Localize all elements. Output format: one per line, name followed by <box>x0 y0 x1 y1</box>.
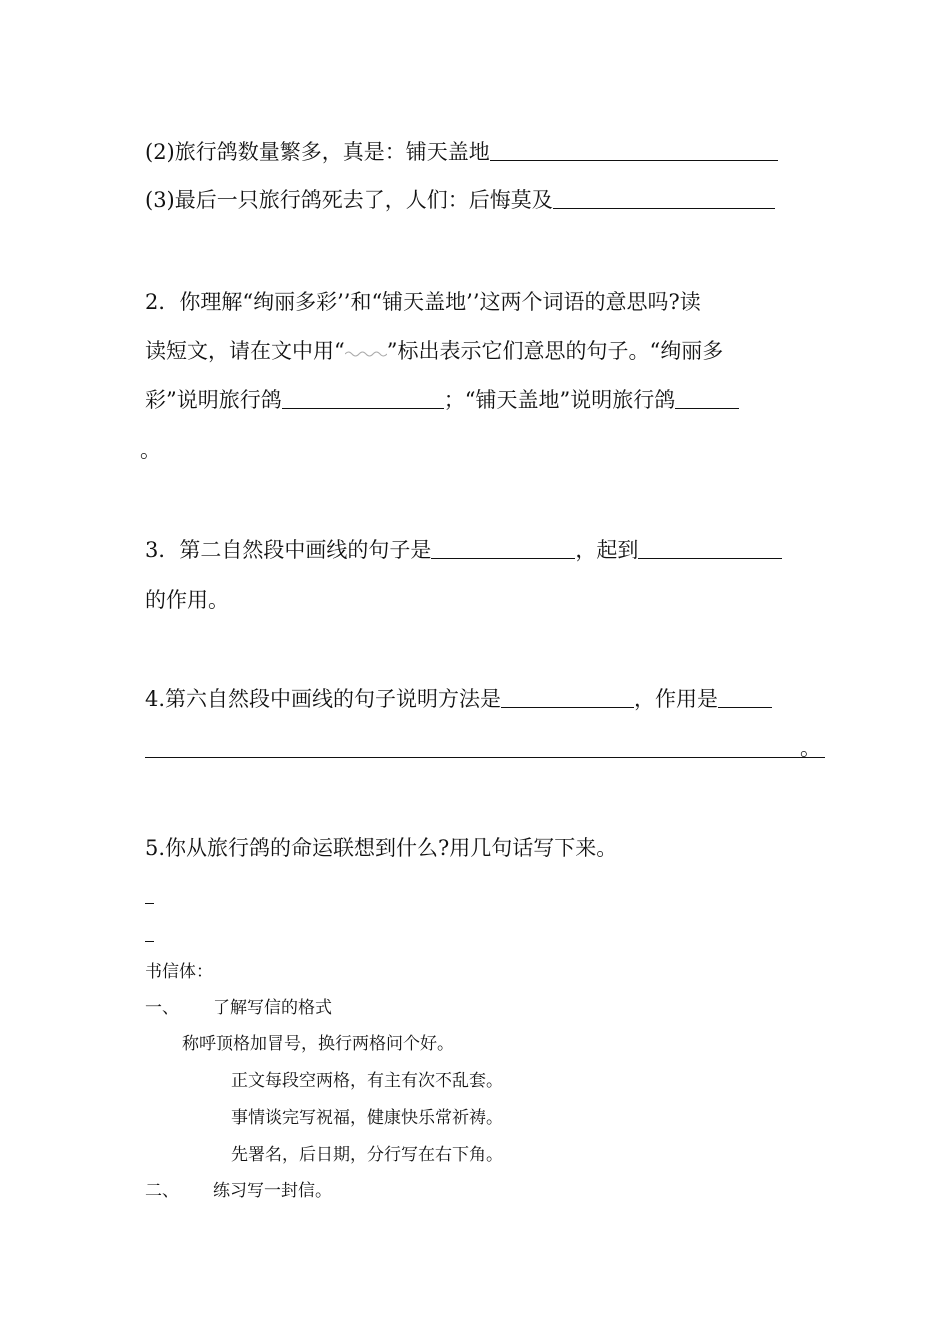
q2-line-3-start: 彩”说明旅行鸽 <box>145 388 282 412</box>
q2-line-2-end: ”标出表示它们意思的句子。“绚丽多 <box>386 339 724 363</box>
q2-line-3-middle: ；“铺天盖地”说明旅行鸽 <box>443 388 676 412</box>
q2-line-1: 2．你理解“绚丽多彩’’和“铺天盖地’’这两个词语的意思吗?读 <box>145 290 701 314</box>
letter-section-2-number: 二、 <box>145 1181 179 1201</box>
q3-line-1-middle: ，起到 <box>575 538 639 562</box>
letter-heading: 书信体： <box>145 962 213 982</box>
letter-section-1-number: 一、 <box>145 998 179 1018</box>
letter-rule-2: 正文每段空两格，有主有次不乱套。 <box>231 1071 503 1091</box>
q1-item-3-answer-blank[interactable] <box>553 207 775 209</box>
q4-line-1-start: 4.第六自然段中画线的句子说明方法是 <box>145 687 502 711</box>
q4-answer-line[interactable] <box>145 757 825 758</box>
q1-item-3 <box>145 190 775 211</box>
letter-section-1-title: 了解写信的格式 <box>213 998 332 1018</box>
letter-section-2-title: 练习写一封信。 <box>213 1181 332 1201</box>
q2-line-2-start: 读短文，请在文中用“ <box>145 339 345 363</box>
q2-blank-2[interactable] <box>675 407 739 409</box>
q4-line-1-middle: ，作用是 <box>634 687 719 711</box>
q4-blank-2[interactable] <box>718 706 772 708</box>
q1-item-2-answer-blank[interactable] <box>490 159 778 161</box>
q3-blank-2[interactable] <box>638 557 782 559</box>
q2-line-4: 。 <box>140 438 161 462</box>
q3-line-1-start: 3．第二自然段中画线的句子是 <box>145 538 432 562</box>
q4-line-2-end: 。 <box>800 736 821 760</box>
q5-line-1: 5.你从旅行鸽的命运联想到什么?用几句话写下来。 <box>145 836 618 860</box>
q3-line-2: 的作用。 <box>145 588 229 612</box>
wavy-underline-mark <box>345 350 387 358</box>
q1-item-2-text: (2)旅行鸽数量繁多，真是：铺天盖地 <box>145 140 490 164</box>
letter-rule-1: 称呼顶格加冒号，换行两格问个好。 <box>182 1034 454 1054</box>
letter-rule-3: 事情谈完写祝福，健康快乐常祈祷。 <box>231 1108 503 1128</box>
q2-line-3 <box>145 390 739 411</box>
q2-blank-1[interactable] <box>282 407 444 409</box>
letter-rule-4: 先署名，后日期，分行写在右下角。 <box>231 1145 503 1165</box>
q5-answer-line-1[interactable] <box>145 903 154 904</box>
q1-item-2 <box>145 142 778 163</box>
q1-item-3-text: (3)最后一只旅行鸽死去了，人们：后悔莫及 <box>145 188 553 212</box>
q4-line-1 <box>145 689 772 710</box>
q3-line-1 <box>145 540 782 561</box>
q3-blank-1[interactable] <box>431 557 575 559</box>
q2-line-2 <box>145 341 723 362</box>
q4-blank-1[interactable] <box>501 706 634 708</box>
q5-answer-line-2[interactable] <box>145 941 154 942</box>
